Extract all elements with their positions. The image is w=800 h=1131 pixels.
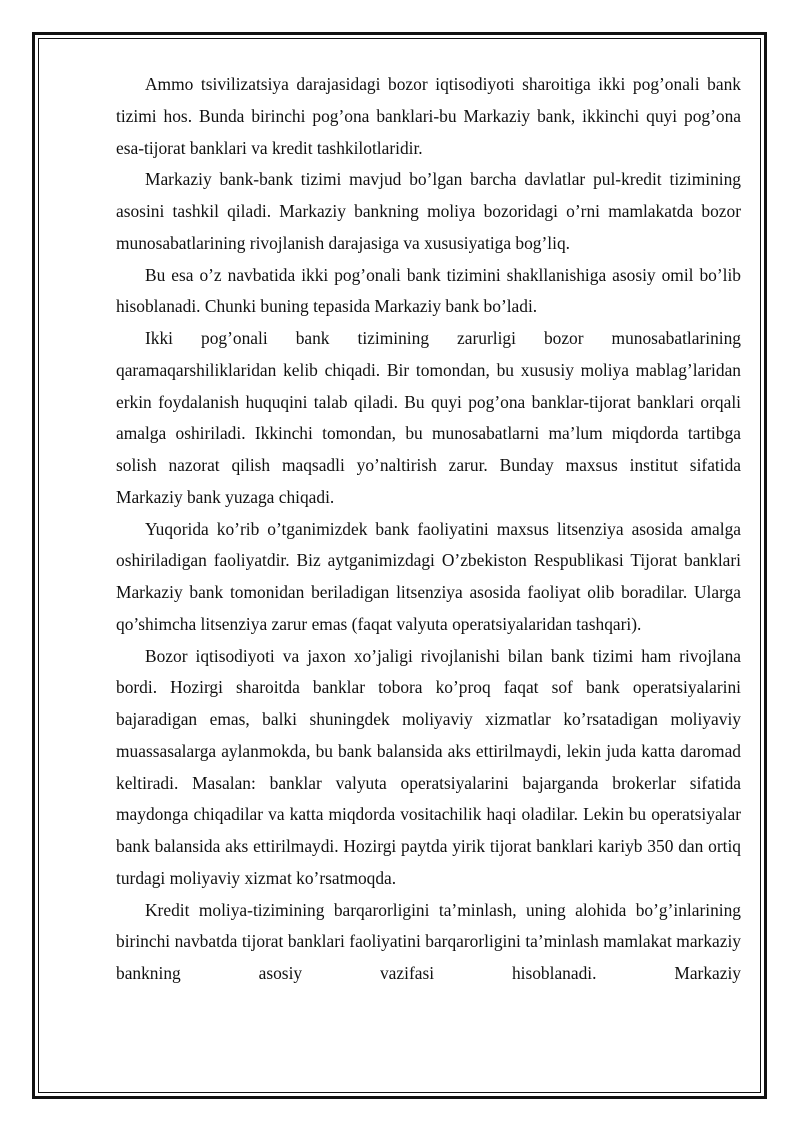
paragraph-2: Markaziy bank-bank tizimi mavjud bo’lgan barcha davlatlar pul-kredit tizimining asosini tashkil qiladi. Markaziy bankning moliya bozoridagi o’rni mamlakatda bozor munosabatlarining rivojlanish darajasiga va xususiyatiga bog’liq. bbox=[116, 169, 741, 253]
paragraph-6: Bozor iqtisodiyoti va jaxon xo’jaligi rivojlanishi bilan bank tizimi ham rivojlana bordi. Hozirgi sharoitda banklar tobora ko’proq faqat sof bank operatsiyalarini bajaradigan emas, balki shuningdek moliyaviy xizmatlar ko’rsatadigan moliyaviy muassasalarga aylanmokda, bu bank balansida aks ettirilmaydi, lekin juda katta daromad keltiradi. Masalan: banklar valyuta operatsiyalarini bajarganda brokerlar sifatida maydonga chiqadilar va katta miqdorda vositachilik haqi oladilar. Lekin bu operatsiyalar bank balansida aks ettirilmaydi. Hozirgi paytda yirik tijorat banklari kariyb 350 dan ortiq turdagi moliyaviy xizmat ko’rsatmoqda. bbox=[116, 645, 741, 888]
document-body bbox=[116, 69, 741, 990]
paragraph-4: Ikki pog’onali bank tizimining zarurligi bozor munosabatlarining qaramaqarshiliklaridan kelib chiqadi. Bir tomondan, bu xususiy moliya mablag’laridan erkin foydalanish huquqini talab qiladi. Bu quyi pog’ona banklar-tijorat banklari orqali amalga oshiriladi. Ikkinchi tomondan, bu munosabatlarni ma’lum miqdorda tartibga solish nazorat qilish maqsadli yo’naltirish zarur. Bunday maxsus institut sifatida Markaziy bank yuzaga chiqadi. bbox=[116, 328, 741, 507]
paragraph-1: Ammo tsivilizatsiya darajasidagi bozor iqtisodiyoti sharoitiga ikki pog’onali bank tizimi hos. Bunda birinchi pog’ona banklari-bu Markaziy bank, ikkinchi quyi pog’ona esa-tijorat banklari va kredit tashkilotlaridir. bbox=[116, 74, 741, 158]
paragraph-3: Bu esa o’z navbatida ikki pog’onali bank tizimini shakllanishiga asosiy omil bo’lib hisoblanadi. Chunki buning tepasida Markaziy bank bo’ladi. bbox=[116, 264, 741, 317]
paragraph-7: Kredit moliya-tizimining barqarorligini ta’minlash, uning alohida bo’g’inlarining birinchi navbatda tijorat banklari faoliyatini barqarorligini ta’minlash mamlakat markaziy bankning asosiy vazifasi hisoblanadi. Markaziy bbox=[116, 899, 741, 983]
paragraph-5: Yuqorida ko’rib o’tganimizdek bank faoliyatini maxsus litsenziya asosida amalga oshiriladigan faoliyatdir. Biz aytganimizdagi O’zbekiston Respublikasi Tijorat banklari Markaziy bank tomonidan beriladigan litsenziya asosida faoliyat olib boradilar. Ularga qo’shimcha litsenziya zarur emas (faqat valyuta operatsiyalaridan tashqari). bbox=[116, 518, 741, 634]
